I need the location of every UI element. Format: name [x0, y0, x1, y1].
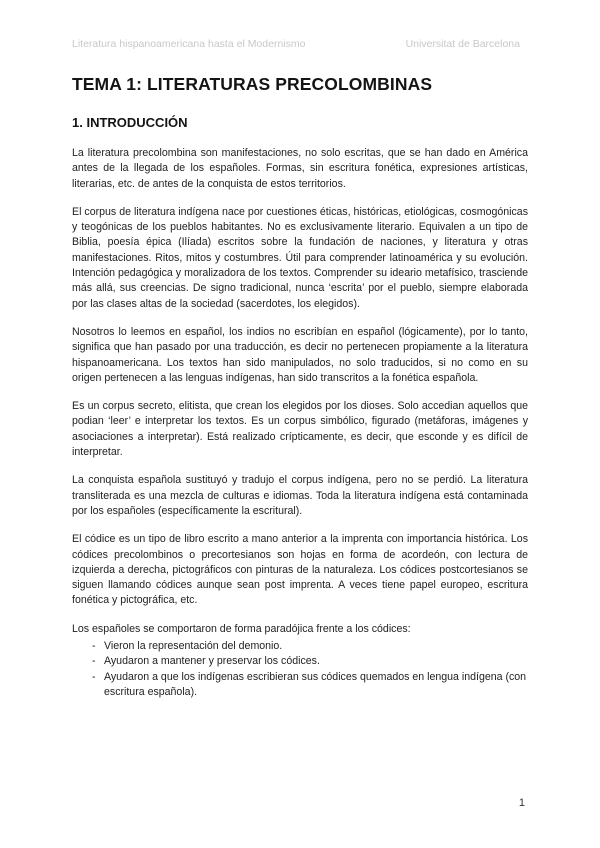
dash-list [72, 639, 528, 700]
list-item [72, 639, 528, 654]
paragraph-3: Nosotros lo leemos en español, los indios no escribían en español (lógicamente), por lo tanto, significa que han pasado por una traducción, es decir no pertenecen propiamente a la literatura hispanoamericana. Los textos han sido manipulados, no solo traducidos, si no como en su origen pertenecen a las lenguas indígenas, han sido transcritos a la fonética española. [72, 325, 528, 384]
paragraph-2: El corpus de literatura indígena nace por cuestiones éticas, históricas, etiológicas, cosmogónicas y teogónicas de los pueblos habitantes. No es exclusivamente literario. Equivalen a un tipo de Biblia, poesía épica (Ilíada) escritos sobre la fundación de naciones, y literatura y otras manifestaciones. Ritos, mitos y costumbres. Útil para comprender latinoamérica y su evolución. Intención pedagógica y moralizadora de los textos. Comprender su ideario metafísico, trasciende más allá, sus creencias. De signo tradicional, nunca ‘escrita’ por el pueblo, siempre elaborada por las clases altas de la sociedad (sacerdotes, los elegidos). [72, 205, 528, 310]
paragraph-4: Es un corpus secreto, elitista, que crean los elegidos por los dioses. Solo accedian aquellos que podian ‘leer’ e interpretar los textos. Es un corpus simbólico, figurado (metáforas, imágenes y asociaciones a interpretar). Está realizado crípticamente, es decir, que esconde y es difícil de interpretar. [72, 400, 528, 459]
list-item [72, 654, 528, 669]
page-number: 1 [518, 797, 525, 809]
list-dash: - [92, 640, 96, 653]
document-content [72, 74, 528, 700]
header-university: Universitat de Barcelona [405, 38, 520, 50]
paragraph-1: La literatura precolombina son manifestaciones, no solo escritas, que se han dado en América antes de la llegada de los españoles. Formas, sin escritura fonética, expresiones artísticas, literarias, etc. de antes de la conquista de estos territorios. [72, 147, 528, 190]
body-text [72, 146, 528, 700]
list-dash: - [92, 670, 96, 683]
section-heading: 1. INTRODUCCIÓN [72, 115, 188, 130]
list-dash: - [92, 655, 96, 668]
paragraph-5: La conquista española sustituyó y tradujo el corpus indígena, pero no se perdió. La literatura transliterada es una mezcla de culturas e idiomas. Toda la literatura indígena está contaminada por los españoles (específicamente la escritural). [72, 474, 528, 517]
paragraph-7: Los españoles se comportaron de forma paradójica frente a los códices: [72, 622, 411, 635]
list-item-text: Ayudaron a mantener y preservar los códices. [104, 655, 320, 668]
header-course-title: Literatura hispanoamericana hasta el Modernismo [72, 38, 306, 50]
list-item-text: Vieron la representación del demonio. [104, 640, 283, 653]
page-title: TEMA 1: LITERATURAS PRECOLOMBINAS [72, 74, 433, 94]
paragraph-6: El códice es un tipo de libro escrito a mano anterior a la imprenta con importancia histórica. Los códices precolombinos o precortesianos son hojas en forma de acordeón, con lectura de izquierda a derecha, pictográficos con pinturas de la naturaleza. Los códices postcortesianos se siguen llamando códices aunque sean post imprenta. A veces tiene papel europeo, escritura fonética y pictográfica, etc. [72, 533, 528, 607]
list-item-text: Ayudaron a que los indígenas escribieran sus códices quemados en lengua indígena (con escritura española). [104, 670, 527, 698]
running-header [72, 38, 520, 50]
list-item [72, 670, 528, 701]
